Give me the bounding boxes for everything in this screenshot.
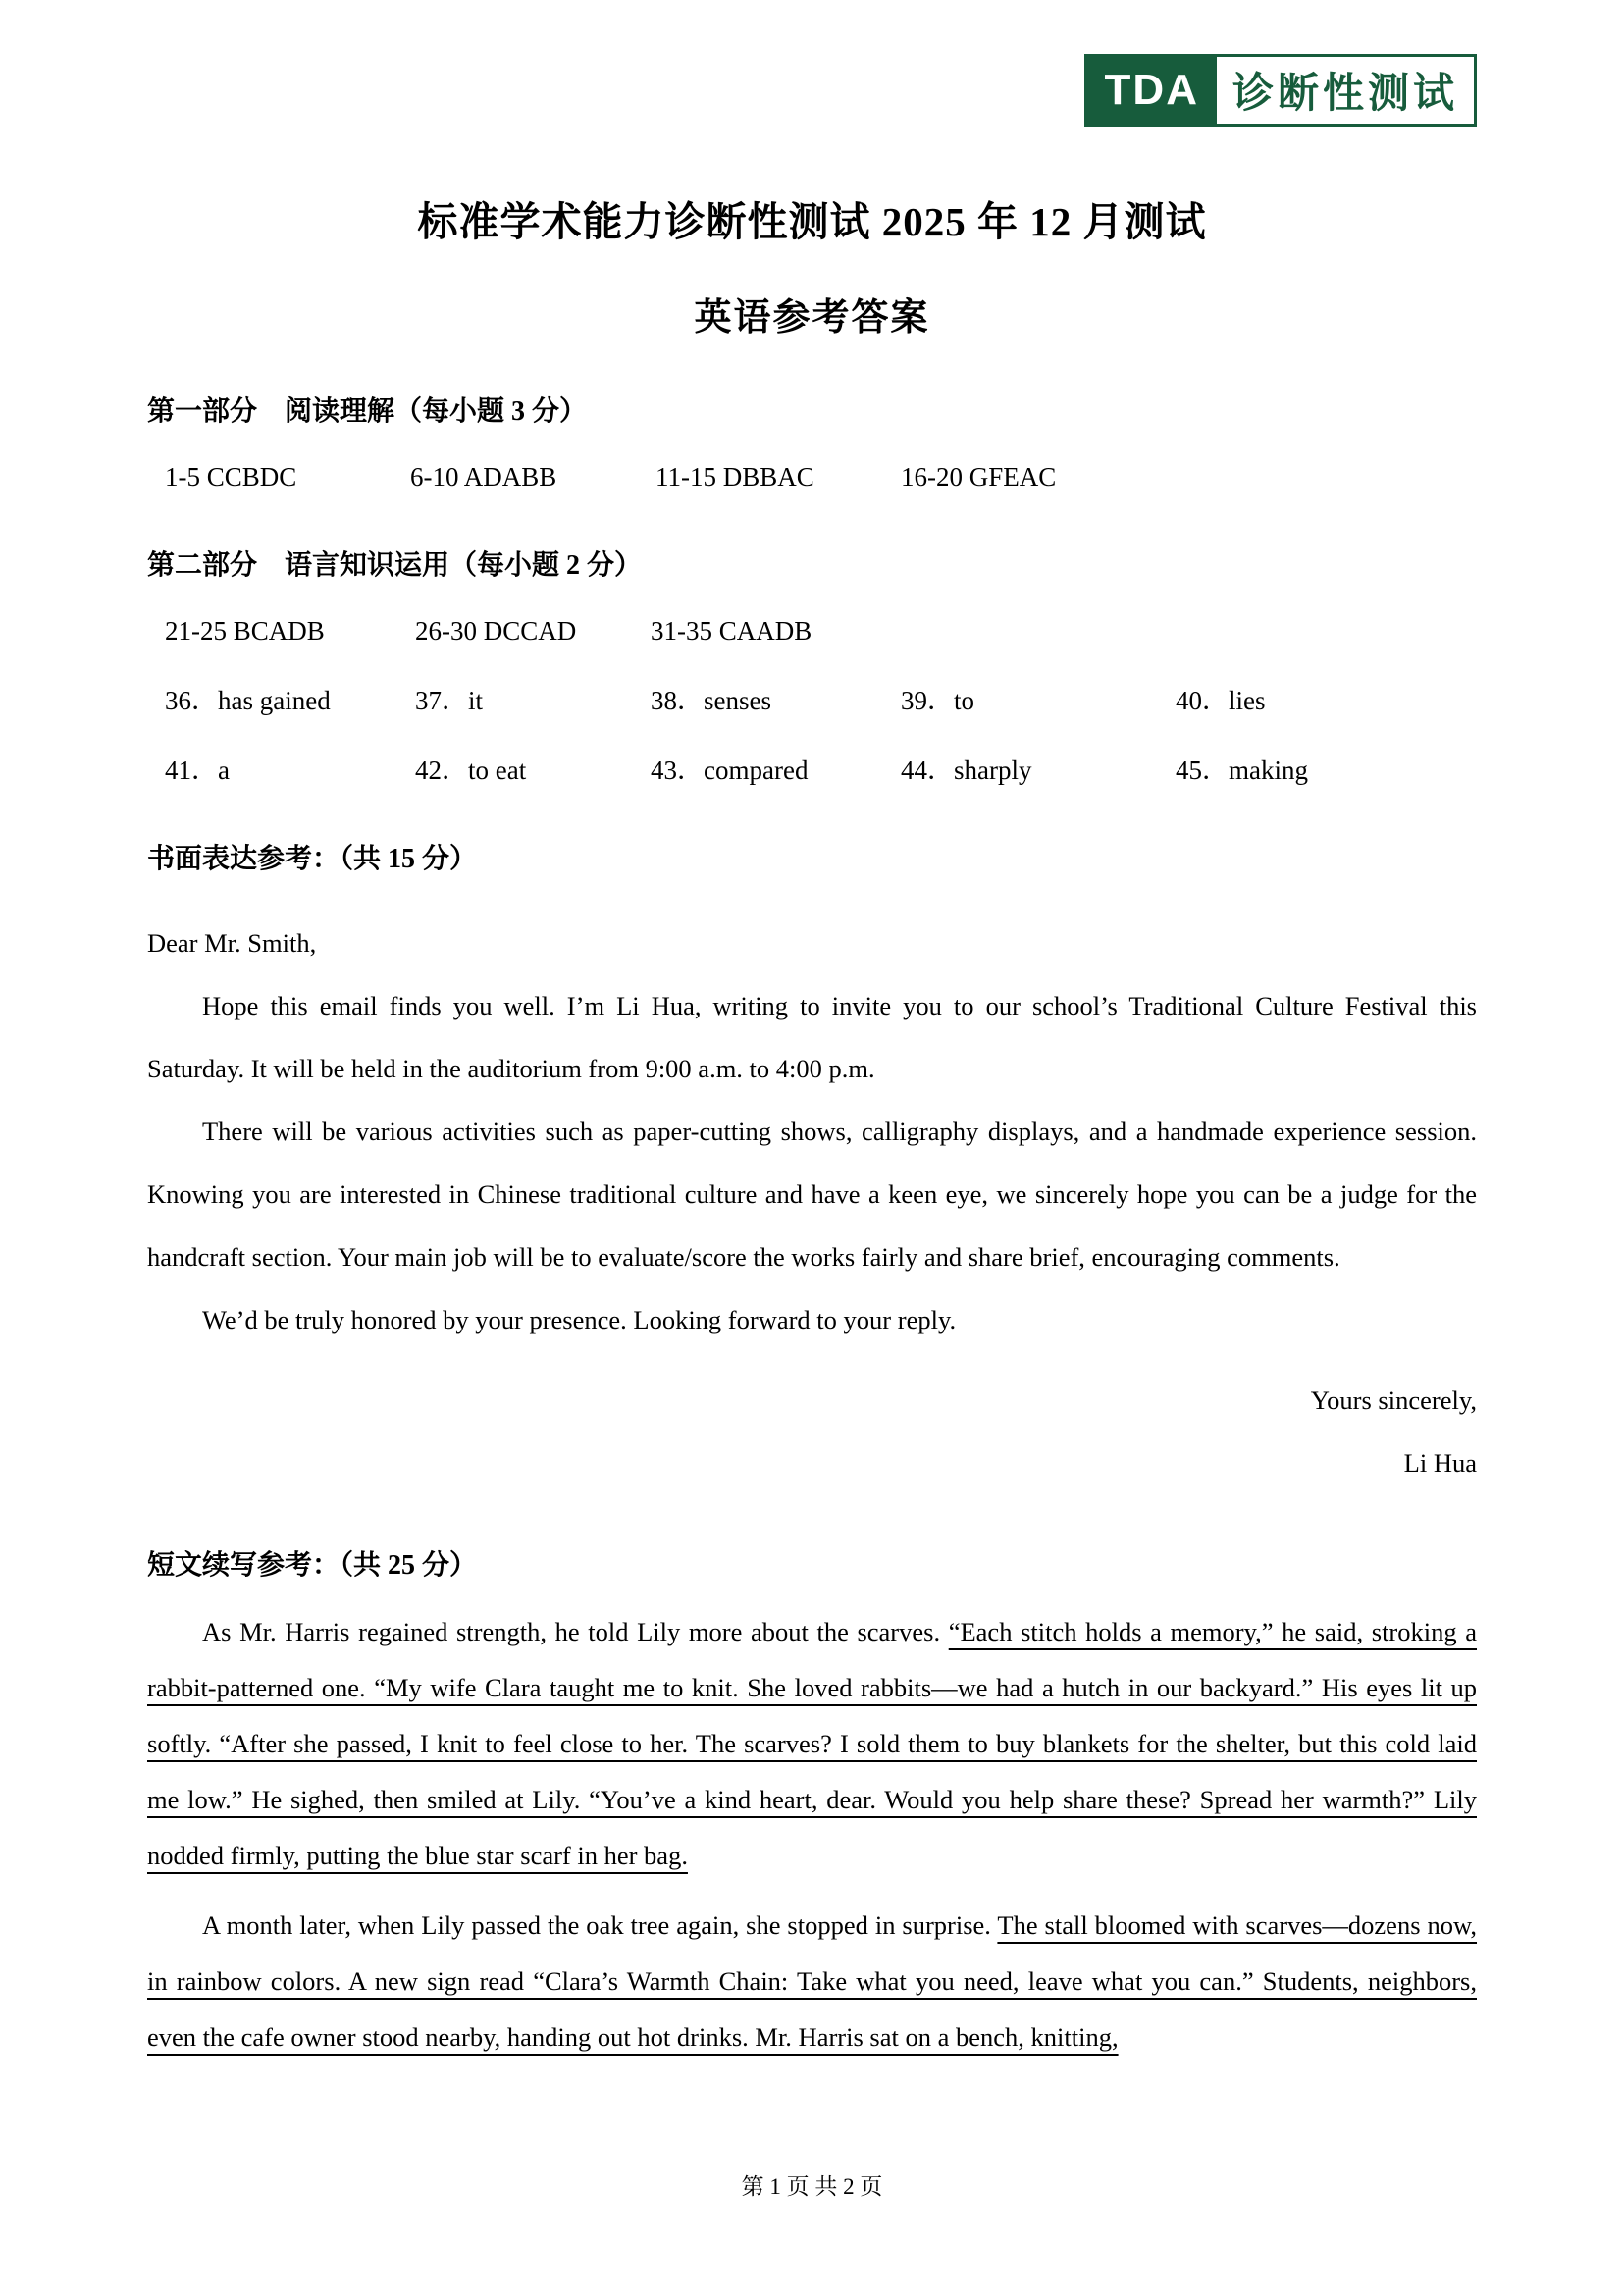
fill-answer: 45．making <box>1176 756 1308 786</box>
fill-answer: 42．to eat <box>415 756 527 786</box>
fill-answer: 37．it <box>415 686 484 716</box>
answer-group: 21-25 BCADB <box>165 616 325 647</box>
tda-logo <box>1084 54 1477 127</box>
answer-group: 31-35 CAADB <box>651 616 812 647</box>
tda-logo-text: 诊断性测试 <box>1231 72 1458 117</box>
answer-group: 16-20 GFEAC <box>901 462 1057 492</box>
answer-group: 1-5 CCBDC <box>165 462 297 492</box>
page-footer: 第 1 页 共 2 页 <box>741 2174 883 2199</box>
header-logo-row <box>147 54 1477 127</box>
answer-group: 11-15 DBBAC <box>655 462 814 492</box>
fill-answer: 39．to <box>901 686 975 716</box>
fill-answer-row-2 <box>147 754 1477 788</box>
underlined-answer-text: The stall bloomed with scarves—dozens now, in rainbow colors. A new sign read “Clara’s Warmth Chain: Take what you need, leave what you can.” Students, neighbors, even the cafe owner stood nearby, handing out hot drinks. Mr. Harris sat on a bench, knitting, <box>147 1910 1478 2053</box>
continuation-paragraph <box>147 1604 1477 1884</box>
fill-answer: 36．has gained <box>165 686 331 716</box>
continuation-section-heading: 短文续写参考：（共 25 分） <box>147 1550 478 1582</box>
letter-paragraph: There will be various activities such as paper-cutting shows, calligraphy displays, and a handmade experience session. Knowing you are interested in Chinese traditional culture and have a keen eye, we sincerely hope you can be a judge for the handcraft section. Your main job will be to evaluate/score the works fairly and share brief, encouraging comments. <box>147 1117 1477 1273</box>
fill-answer: 41．a <box>165 756 230 786</box>
letter-closing: Yours sincerely, <box>1310 1385 1477 1416</box>
letter-paragraph: Hope this email finds you well. I’m Li Hua, writing to invite you to our school’s Traditional Culture Festival this Saturday. It will be held in the auditorium from 9:00 a.m. to 4:00 p.m. <box>147 991 1477 1084</box>
letter-signature: Li Hua <box>1403 1448 1477 1479</box>
writing-section-heading: 书面表达参考：（共 15 分） <box>147 844 478 875</box>
fill-answer: 40．lies <box>1176 686 1266 716</box>
part1-answer-row <box>147 460 1477 495</box>
answer-group: 6-10 ADABB <box>410 462 557 492</box>
paragraph-lead-text: As Mr. Harris regained strength, he told Lily more about the scarves. <box>202 1617 949 1647</box>
tda-logo-mark: TDA <box>1087 57 1217 124</box>
letter-salutation: Dear Mr. Smith, <box>147 928 317 959</box>
part1-heading: 第一部分 阅读理解（每小题 3 分） <box>147 396 588 427</box>
part2-answer-row <box>147 614 1477 649</box>
fill-answer: 38．senses <box>651 686 771 716</box>
document-title: 标准学术能力诊断性测试 2025 年 12 月测试 <box>417 199 1207 244</box>
part2-heading: 第二部分 语言知识运用（每小题 2 分） <box>147 550 643 582</box>
underlined-answer-text: “Each stitch holds a memory,” he said, stroking a rabbit-patterned one. “My wife Clara taught me to knit. She loved rabbits—we had a hutch in our backyard.” His eyes lit up softly. “After she passed, I knit to feel close to her. The scarves? I sold them to buy blankets for the shelter, but this cold laid me low.” He sighed, then smiled at Lily. “You’ve a kind heart, dear. Would you help share these? Spread her warmth?” Lily nodded firmly, putting the blue star scarf in her bag. <box>147 1617 1478 1871</box>
paragraph-lead-text: A month later, when Lily passed the oak tree again, she stopped in surprise. <box>202 1910 998 1941</box>
fill-answer-row-1 <box>147 684 1477 718</box>
fill-answer: 43．compared <box>651 756 809 786</box>
fill-answer: 44．sharply <box>901 756 1032 786</box>
continuation-paragraph <box>147 1898 1477 2065</box>
letter-paragraph: We’d be truly honored by your presence. Looking forward to your reply. <box>202 1305 957 1335</box>
answer-group: 26-30 DCCAD <box>415 616 577 647</box>
document-subtitle: 英语参考答案 <box>694 297 930 339</box>
